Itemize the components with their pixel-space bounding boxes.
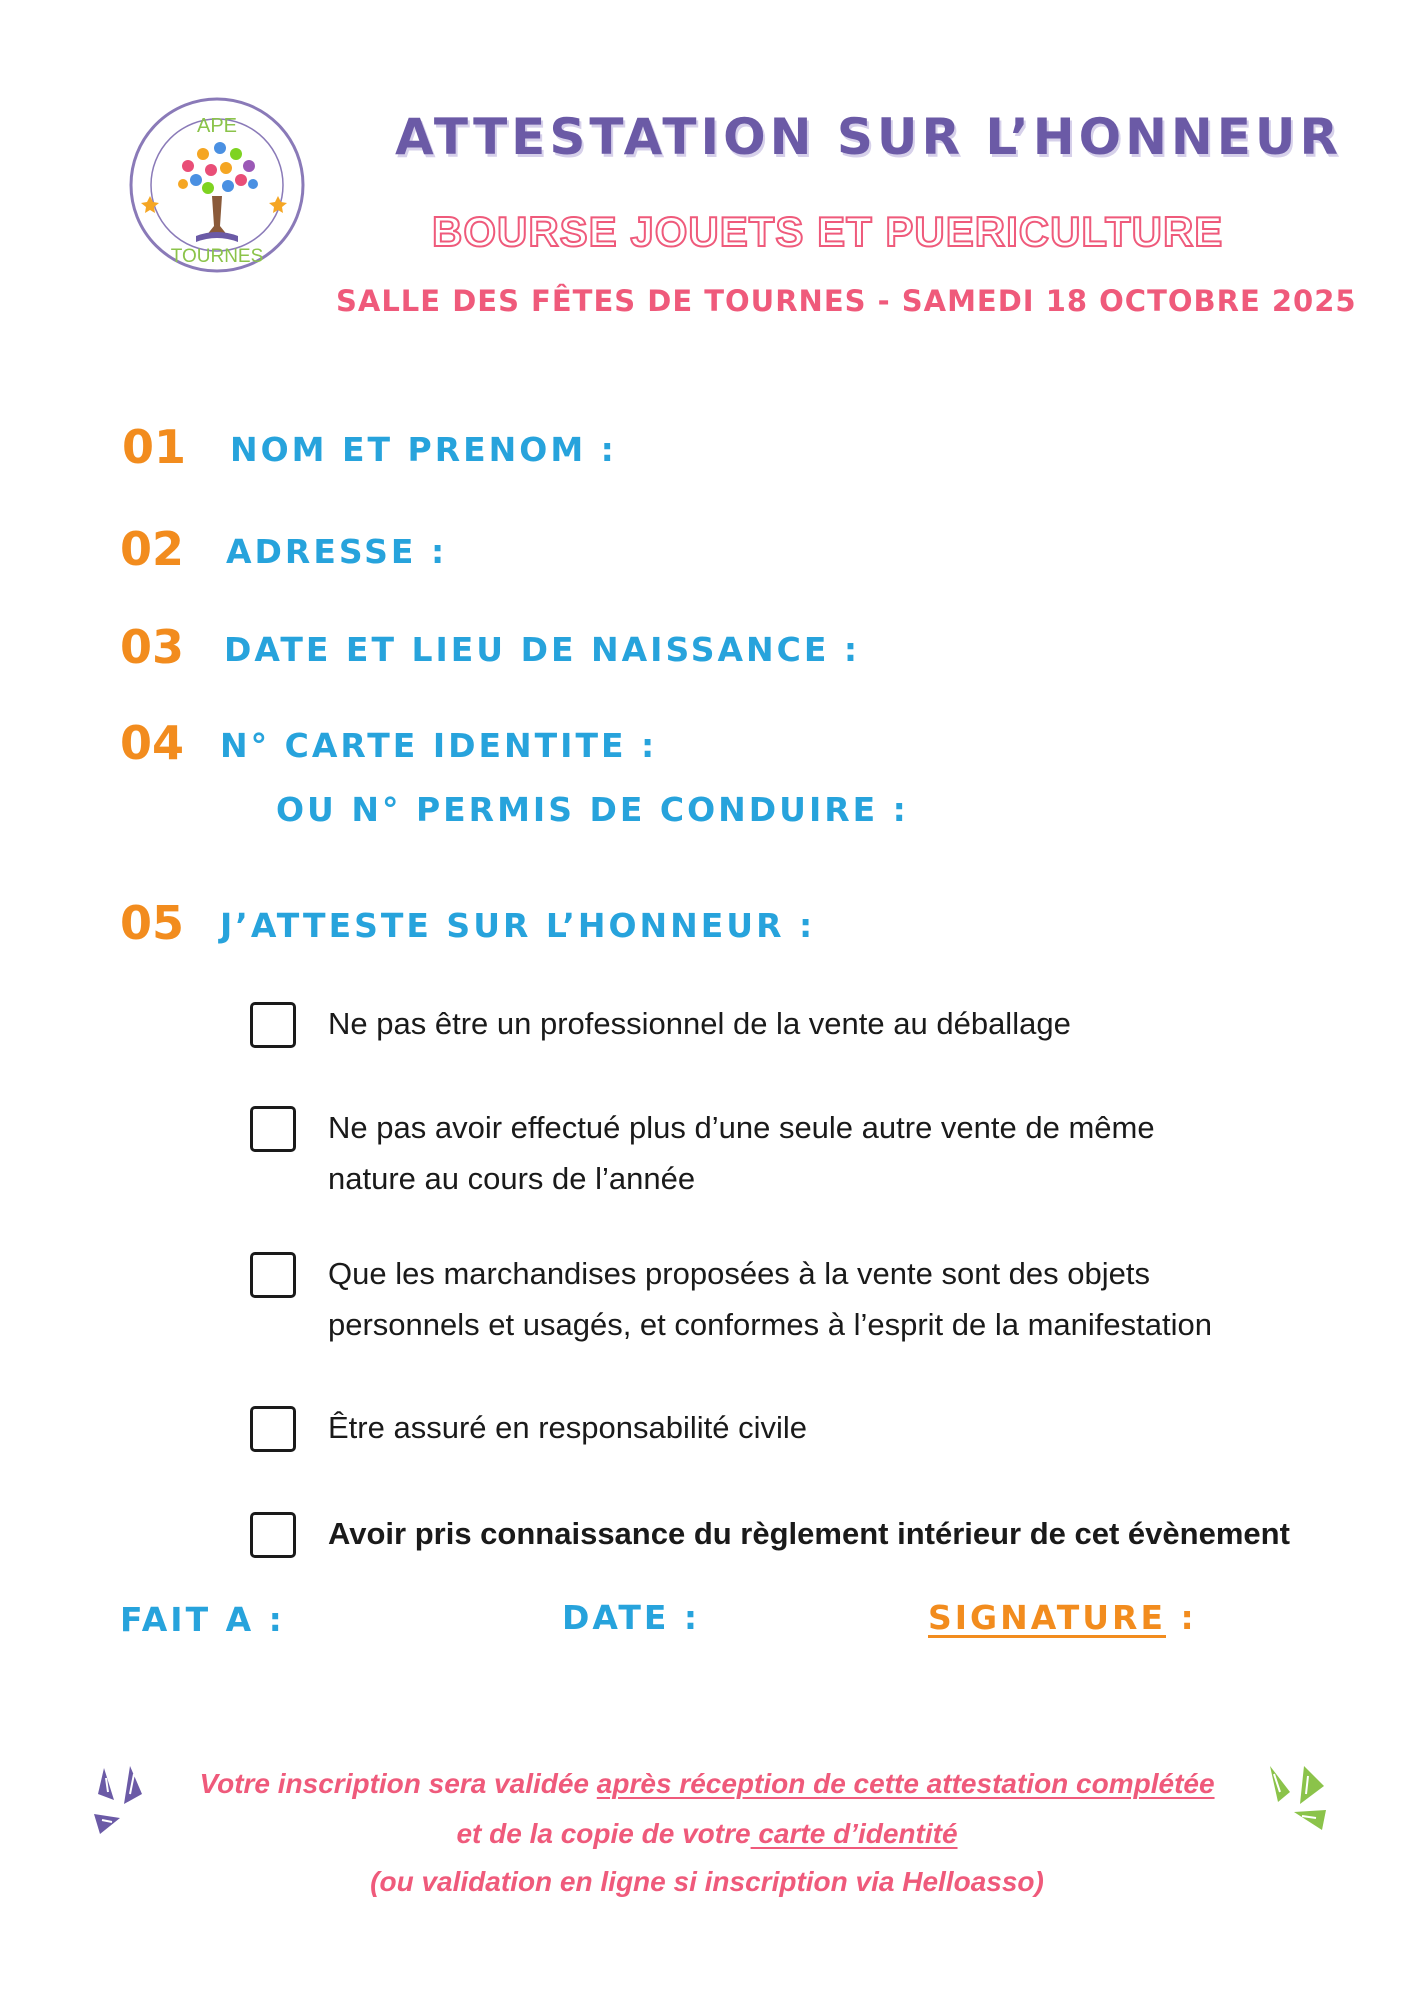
field-label-nom-prenom: NOM ET PRENOM : xyxy=(230,430,617,469)
date-label: DATE : xyxy=(562,1598,701,1637)
field-label-adresse: ADRESSE : xyxy=(226,532,448,571)
note-line-1: Votre inscription sera validée après réception de cette attestation complétée xyxy=(199,1768,1215,1799)
fait-a-label: FAIT A : xyxy=(120,1600,285,1639)
checklist-item: Être assuré en responsabilité civile xyxy=(328,1410,808,1445)
checkbox-insured[interactable] xyxy=(250,1406,296,1452)
note-line-3: (ou validation en ligne si inscription via Helloasso) xyxy=(370,1866,1044,1897)
checkbox-not-professional[interactable] xyxy=(250,1002,296,1048)
field-number-03: 03 xyxy=(120,620,185,674)
field-label-permis-conduire: OU N° PERMIS DE CONDUIRE : xyxy=(276,790,909,829)
checklist-item: Que les marchandises proposées à la vente sont des objets personnels et usagés, et conformes à l’esprit de la manifestation xyxy=(328,1256,1212,1342)
note-line-2: et de la copie de votre carte d’identité xyxy=(456,1818,958,1849)
event-venue-date: SALLE DES FÊTES DE TOURNES - SAMEDI 18 OCTOBRE 2025 xyxy=(336,284,1357,318)
svg-text:APE: APE xyxy=(196,115,238,137)
checklist-item: Ne pas être un professionnel de la vente au déballage xyxy=(328,1006,1071,1041)
field-number-04: 04 xyxy=(120,716,185,770)
field-label-carte-identite: N° CARTE IDENTITE : xyxy=(220,726,658,765)
field-label-atteste: J’ATTESTE SUR L’HONNEUR : xyxy=(220,906,816,945)
spark-left-icon xyxy=(90,1764,152,1840)
svg-text:TOURNES: TOURNES xyxy=(170,246,264,267)
checkbox-personal-goods[interactable] xyxy=(250,1252,296,1298)
event-subtitle: BOURSE JOUETS ET PUERICULTURE xyxy=(432,208,1224,255)
checklist-item: Avoir pris connaissance du règlement intérieur de cet évènement xyxy=(328,1516,1290,1551)
signature-label xyxy=(928,1598,1197,1637)
checkbox-one-sale-per-year[interactable] xyxy=(250,1106,296,1152)
field-number-01: 01 xyxy=(122,420,187,474)
checkbox-rules-read[interactable] xyxy=(250,1512,296,1558)
checklist-item: Ne pas avoir effectué plus d’une seule autre vente de même nature au cours de l’année xyxy=(328,1110,1155,1196)
page-title: ATTESTATION SUR L’HONNEUR xyxy=(395,108,1343,166)
field-label-naissance: DATE ET LIEU DE NAISSANCE : xyxy=(224,630,861,669)
spark-right-icon xyxy=(1264,1762,1330,1840)
field-number-02: 02 xyxy=(120,522,185,576)
field-number-05: 05 xyxy=(120,896,185,950)
signature-colon: : xyxy=(1166,1598,1197,1637)
ape-tournes-logo xyxy=(128,96,306,274)
signature-word: SIGNATURE xyxy=(928,1598,1166,1637)
